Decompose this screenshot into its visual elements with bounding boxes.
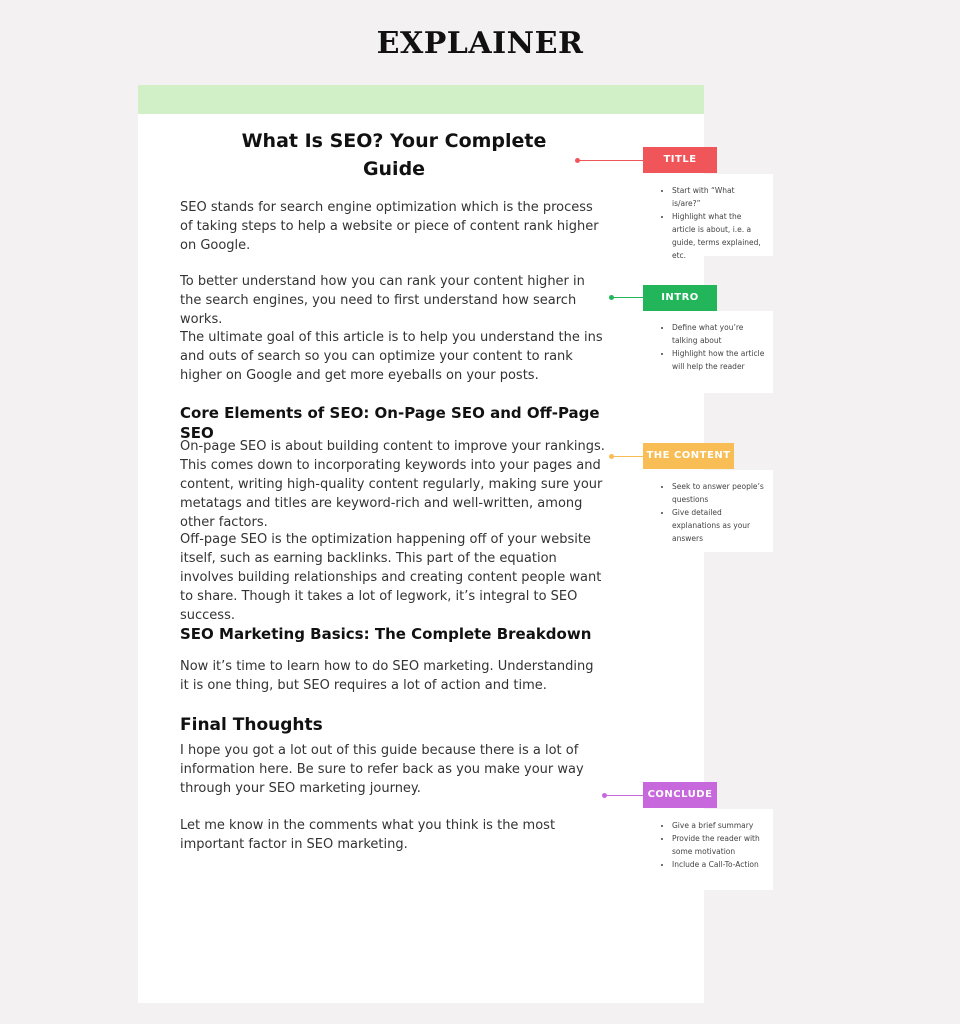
conclude-notes <box>644 809 773 890</box>
content-note-bullet: • Give detailed explanations as your answers <box>672 506 765 545</box>
intro-paragraph-1: SEO stands for search engine optimization which is the process of taking steps to help a website or piece of content rank higher on Google. <box>180 200 599 253</box>
conclude-note-bullet: • Provide the reader with some motivation <box>672 832 765 858</box>
conclude-note-bullet: • Give a brief summary <box>672 819 765 832</box>
page-header-band <box>138 85 704 114</box>
article-page <box>138 85 704 1003</box>
section-heading-marketing-basics: SEO Marketing Basics: The Complete Breakdown <box>180 625 592 643</box>
conclude-label-tag: CONCLUDE <box>643 782 717 808</box>
article-title: What Is SEO? Your Complete Guide <box>241 130 547 180</box>
content-notes <box>644 470 773 552</box>
content-label-tag: THE CONTENT <box>643 443 734 469</box>
section3-paragraph-1: I hope you got a lot out of this guide because there is a lot of information here. Be sure to refer back as you make your way through your SEO marketing journey. <box>180 743 584 796</box>
section-heading-final-thoughts: Final Thoughts <box>180 715 323 735</box>
title-notes <box>644 174 773 260</box>
intro-paragraph-2: To better understand how you can rank your content higher in the search engines, you need to first understand how search works. <box>180 274 585 327</box>
section2-paragraph-1: Now it’s time to learn how to do SEO marketing. Understanding it is one thing, but SEO requires a lot of action and time. <box>180 659 594 693</box>
intro-connector-dot <box>609 295 614 300</box>
section1-paragraph-2: Off-page SEO is the optimization happening off of your website itself, such as earning backlinks. This part of the equation involves building relationships and creating content people want to share. Though it takes a lot of legwork, it’s integral to SEO success. <box>180 532 602 623</box>
conclude-note-bullet: • Include a Call-To-Action <box>672 858 765 871</box>
intro-connector-line <box>611 297 643 298</box>
title-label-tag: TITLE <box>643 147 717 173</box>
intro-note-bullet: • Define what you’re talking about <box>672 321 765 347</box>
title-note-bullet: • Highlight what the article is about, i.e. a guide, terms explained, etc. <box>672 210 765 262</box>
section-heading-core-elements: Core Elements of SEO: On-Page SEO and Off-Page SEO <box>180 404 600 442</box>
content-note-bullet: • Seek to answer people’s questions <box>672 480 765 506</box>
title-connector-line <box>577 160 643 161</box>
page-title: EXPLAINER <box>376 26 584 61</box>
intro-paragraph-3: The ultimate goal of this article is to help you understand the ins and outs of search so you can optimize your content to rank higher on Google and get more eyeballs on your posts. <box>180 330 603 383</box>
intro-note-bullet: • Highlight how the article will help the reader <box>672 347 765 373</box>
intro-label-tag: INTRO <box>643 285 717 311</box>
content-connector-line <box>611 456 643 457</box>
conclude-connector-dot <box>602 793 607 798</box>
conclude-connector-line <box>604 795 643 796</box>
section1-paragraph-1: On-page SEO is about building content to improve your rankings. This comes down to incorporating keywords into your pages and content, writing high-quality content regularly, making sure your metatags and titles are keyword-rich and well-written, among other factors. <box>180 439 605 530</box>
title-note-bullet: • Start with “What is/are?” <box>672 184 765 210</box>
content-connector-dot <box>609 454 614 459</box>
section3-paragraph-2: Let me know in the comments what you think is the most important factor in SEO marketing. <box>180 818 556 852</box>
intro-notes <box>644 311 773 393</box>
title-connector-dot <box>575 158 580 163</box>
